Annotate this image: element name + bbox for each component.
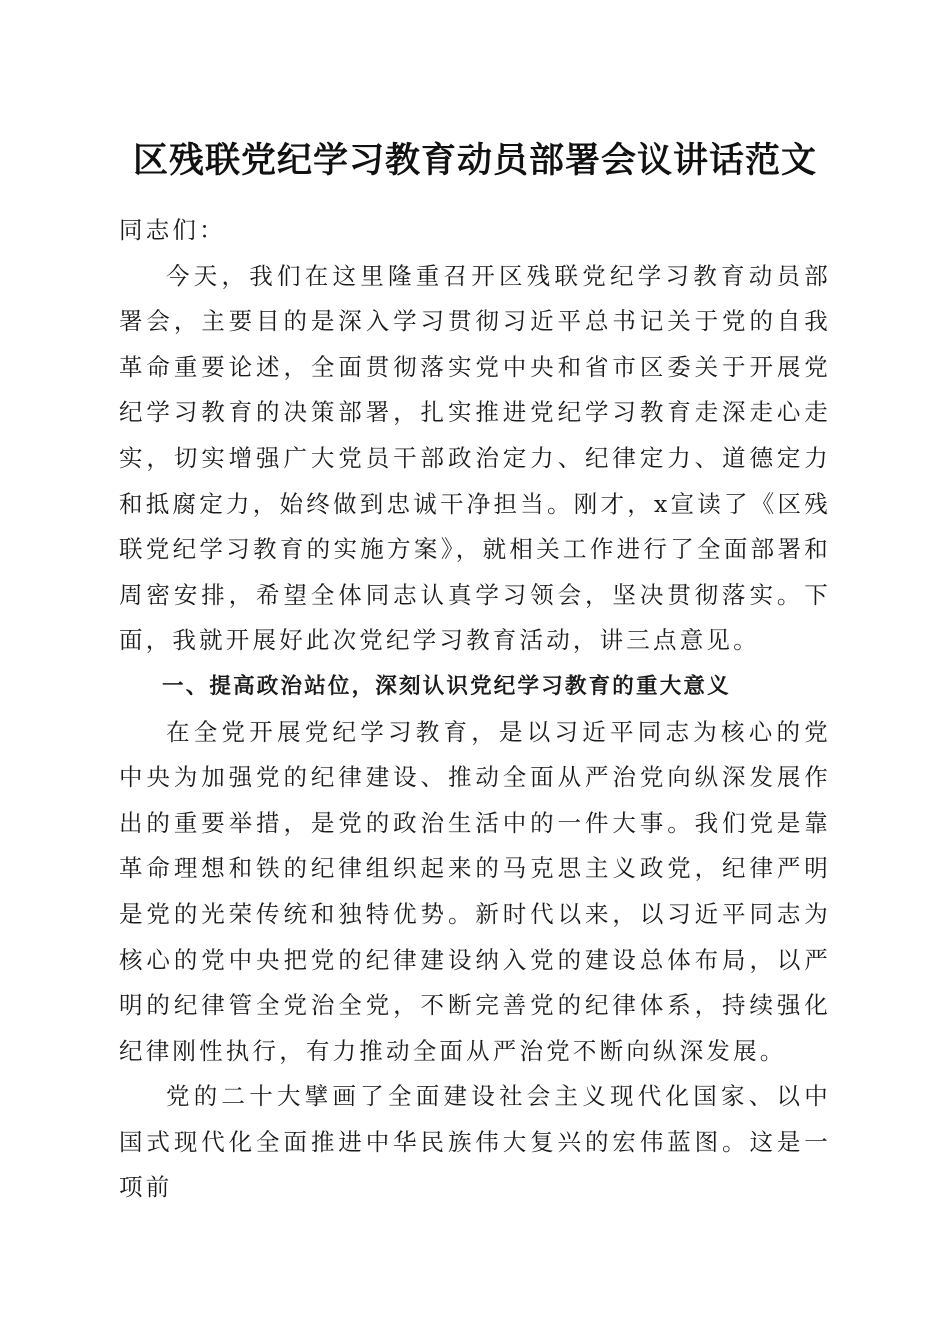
body-paragraph: 今天，我们在这里隆重召开区残联党纪学习教育动员部署会，主要目的是深入学习贯彻习近平总书记关于党的自我革命重要论述，全面贯彻落实党中央和省市区委关于开展党纪学习教育的决策部署，扎实推进党纪学习教育走深走心走实，切实增强广大党员干部政治定力、纪律定力、道德定力和抵腐定力，始终做到忠诚干净担当。刚才，x宣读了《区残联党纪学习教育的实施方案》，就相关工作进行了全面部署和周密安排，希望全体同志认真学习领会，坚决贯彻落实。下面，我就开展好此次党纪学习教育活动，讲三点意见。	[119, 261, 831, 655]
section-heading: 一、提高政治站位，深刻认识党纪学习教育的重大意义	[162, 673, 731, 699]
document-title: 区残联党纪学习教育动员部署会议讲话范文	[132, 141, 817, 181]
body-paragraph: 党的二十大擘画了全面建设社会主义现代化国家、以中国式现代化全面推进中华民族伟大复兴的宏伟蓝图。这是一项前	[119, 1082, 831, 1202]
body-paragraph: 在全党开展党纪学习教育，是以习近平同志为核心的党中央为加强党的纪律建设、推动全面从严治党向纵深发展作出的重要举措，是党的政治生活中的一件大事。我们党是靠革命理想和铁的纪律组织起来的马克思主义政党，纪律严明是党的光荣传统和独特优势。新时代以来，以习近平同志为核心的党中央把党的纪律建设纳入党的建设总体布局，以严明的纪律管全党治全党，不断完善党的纪律体系，持续强化纪律刚性执行，有力推动全面从严治党不断向纵深发展。	[119, 717, 831, 1065]
document-body	[119, 208, 831, 1211]
salutation: 同志们：	[119, 216, 226, 244]
